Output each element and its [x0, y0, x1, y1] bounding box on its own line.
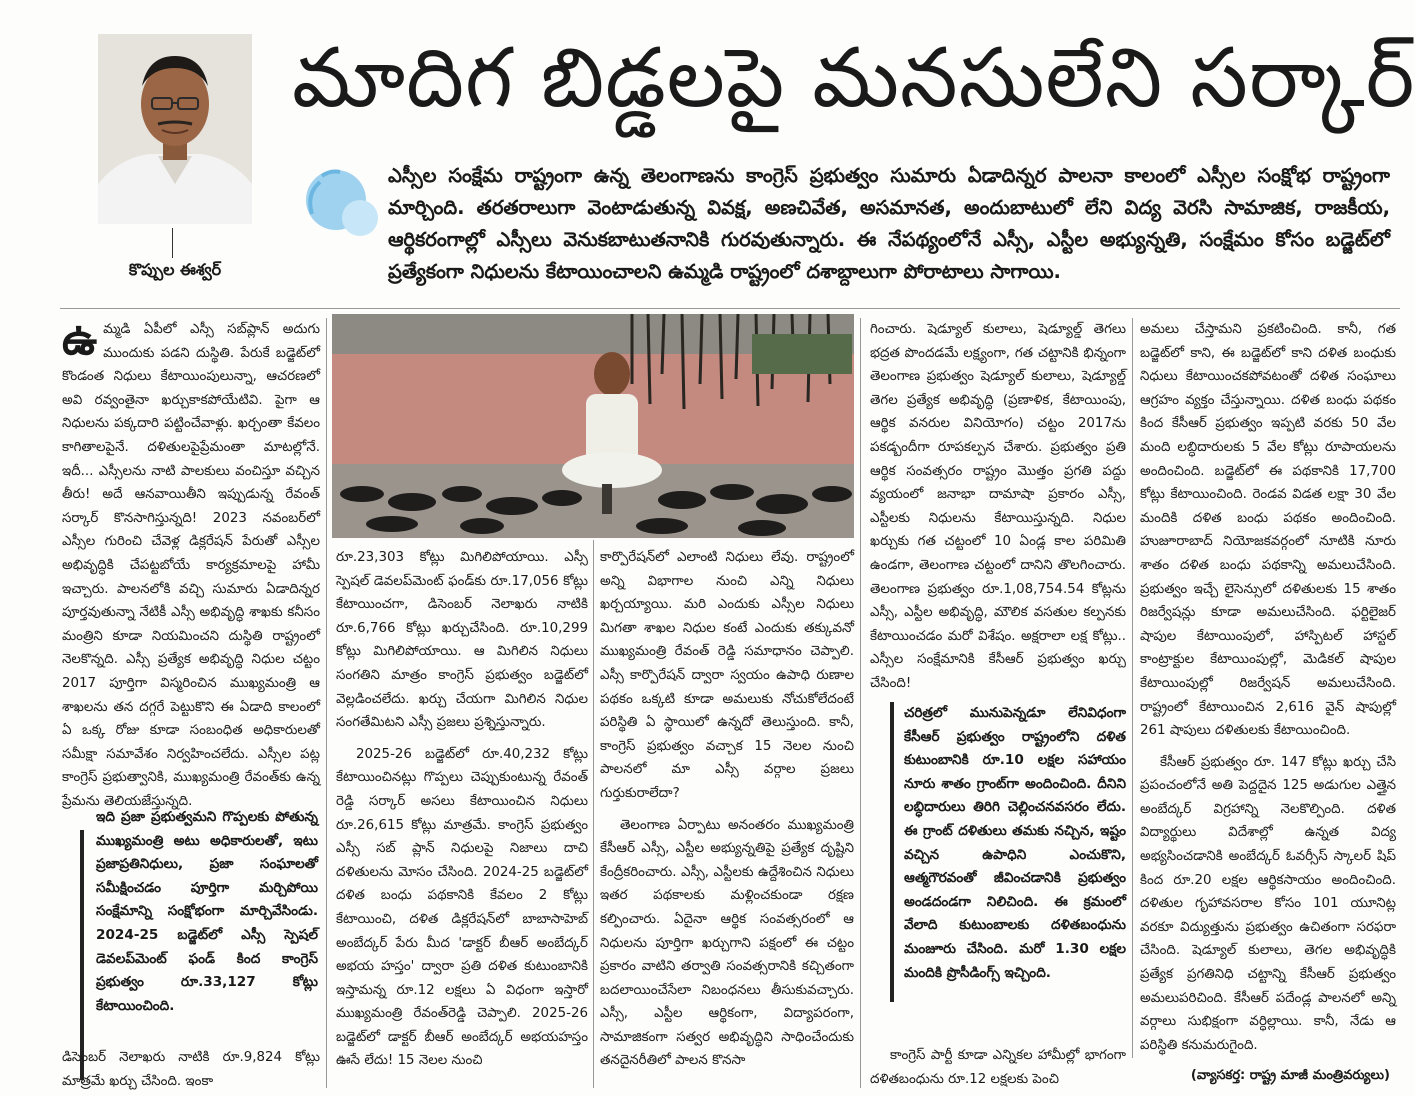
- author-portrait-image: [98, 34, 252, 224]
- author-designation: (వ్యాసకర్త: రాష్ట్ర మాజీ మంత్రివర్యులు): [1190, 1068, 1390, 1083]
- pull-quote-2: చరిత్రలో మునుపెన్నడూ లేనివిధంగా కేసీఆర్ ప్రభుత్వం రాష్ట్రంలోని దళిత కుటుంబానికి రూ.10 లక్షల సహాయం నూరు శాతం గ్రాంట్‌గా అందించింది. దీనిని లబ్ధిదారులు తిరిగి చెల్లించనవసరం లేదు. ఈ గ్రాంట్ దళితులు తమకు నచ్చిన, ఇష్టం వచ్చిన ఉపాధిని ఎంచుకొని, ఆత్మగౌరవంతో జీవించడానికి ప్రభుత్వం అండదండగా నిలిచింది. ఈ క్రమంలో వేలాది కుటుంబాలకు దళితబంధును మంజూరు చేసింది. మరో 1.30 లక్షల మందికి ప్రొసీడింగ్స్ ఇచ్చింది.: [904, 705, 1126, 981]
- pull-quote-bar: [890, 702, 894, 1002]
- column-rule: [860, 318, 861, 1088]
- column-1-continuation: [62, 1046, 320, 1092]
- column-3-body: [600, 546, 854, 1090]
- headline: మాదిగ బిడ్డలపై మనసులేని సర్కార్: [292, 31, 1415, 126]
- column-2-paragraph-2: 2025-26 బడ్జెట్‌లో రూ.40,232 కోట్లు కేటాయించినట్లు గొప్పలు చెప్పుకుంటున్న రేవంత్ రెడ్డి సర్కార్ అసలు కేటాయించిన నిధులు రూ.26,615 కోట్లు మాత్రమే. కాంగ్రెస్ ప్రభుత్వం ఎస్సీ సబ్ ప్లాన్ నిధులపై నిజాలు దాచి దళితులను మోసం చేసింది. 2024-25 బడ్జెట్‌లో దళిత బంధు పథకానికి కేవలం 2 కోట్లు కేటాయించి, దళిత డిక్లరేషన్‌లో బాబాసాహెబ్ అంబేద్కర్ పేరు మీద 'డాక్టర్ బీఆర్ అంబేద్కర్ అభయ హస్తం' ద్వారా ప్రతి దళిత కుటుంబానికి ఇస్తామన్న రూ.12 లక్షలు ఏ విధంగా ఇస్తారో ముఖ్యమంత్రి రేవంత్‌రెడ్డి చెప్పాలి. 2025-26 బడ్జెట్‌లో డాక్టర్ బీఆర్ అంబేద్కర్ అభయహస్తం ఊసే లేదు! 15 నెలల నుంచి: [336, 746, 588, 1069]
- column-3-paragraph-1: కార్పొరేషన్‌లో ఎలాంటి నిధులు లేవు. రాష్ట్రంలో అన్ని విభాగాల నుంచి ఎన్ని నిధులు ఖర్చయ్యాయి. మరి ఎందుకు ఎస్సీల నిధులు మిగతా శాఖల నిధుల కంటే ఎందుకు తక్కువనో ముఖ్యమంత్రి రేవంత్ రెడ్డి సమాధానం చెప్పాలి. ఎస్సీ కార్పొరేషన్ ద్వారా స్వయం ఉపాధి రుణాల పథకం ఒక్కటి కూడా అమలుకు నోచుకోలేదంటే పరిస్థితి ఏ స్థాయిలో ఉన్నదో తెలుస్తుంది. కానీ, కాంగ్రెస్ ప్రభుత్వం వచ్చాక 15 నెలల నుంచి పాలనలో మా ఎస్సీ వర్గాల ప్రజలు గుర్తుకురాలేదా?: [600, 550, 854, 801]
- column-rule: [1132, 318, 1133, 1058]
- top-divider: [60, 308, 1400, 309]
- column-rule: [326, 318, 327, 1088]
- column-1-body: [62, 314, 320, 809]
- column-5-paragraph-2: కేసీఆర్ ప్రభుత్వం రూ. 147 కోట్లు ఖర్చు చేసి ప్రపంచంలోనే అతి పెద్దదైన 125 అడుగుల ఎత్తైన అంబేద్కర్ విగ్రహాన్ని నెలకొల్పింది. దళిత విద్యార్థులు విదేశాల్లో ఉన్నత విద్య అభ్యసించడానికి అంబేద్కర్ ఓవర్సీస్ స్కాలర్ షిప్ కింద రూ.20 లక్షల ఆర్థికసాయం అందించింది. దళితుల గృహావసరాల కోసం 101 యూనిట్ల వరకూ విద్యుత్తును ప్రభుత్వం ఉచితంగా సరఫరా చేసింది. షెడ్యూల్ కులాలు, తెగల అభివృద్ధికి ప్రత్యేక ప్రగతినిధి చట్టాన్ని కేసీఆర్ ప్రభుత్వం అమలుపరిచింది. కేసీఆర్ పదేండ్ల పాలనలో అన్ని వర్గాలు సుభిక్షంగా వర్ధిల్లాయి. కానీ, నేడు ఆ పరిస్థితి కనుమరుగైంది.: [1140, 754, 1396, 1053]
- pull-quote-1: ఇది ప్రజా ప్రభుత్వమని గొప్పలకు పోతున్న ముఖ్యమంత్రి అటు అధికారులతో, ఇటు ప్రజాప్రతినిధులు, ప్రజా సంఘాలతో సమీక్షించడం పూర్తిగా మర్చిపోయి సంక్షేమాన్ని సంక్షోభంగా మార్చివేసిండు. 2024-25 బడ్జెట్‌లో ఎస్సీ స్పెషల్ డెవలప్‌మెంట్ ఫండ్ కింద కాంగ్రెస్ ప్రభుత్వం రూ.33,127 కోట్లు కేటాయించింది.: [96, 809, 318, 1014]
- cobbler-scene-image: [332, 314, 854, 538]
- column-5-body: [1140, 318, 1396, 1062]
- column-2-paragraph-1: రూ.23,303 కోట్లు మిగిలిపోయాయి. ఎస్సీ స్పెషల్ డెవలప్‌మెంట్ ఫండ్‌కు రూ.17,056 కోట్లు కేటాయించగా, డిసెంబర్ నెలాఖరు నాటికి రూ.6,766 కోట్లు ఖర్చుచేసింది. రూ.10,299 కోట్లు మిగిలిపోయాయి. ఆ మిగిలిన నిధులు సంగతిని మాత్రం కాంగ్రెస్ ప్రభుత్వం బడ్జెట్‌లో వెల్లడించలేదు. ఖర్చు చేయగా మిగిలిన నిధుల సంగతేమిటని ఎస్సీ ప్రజలు ప్రశ్నిస్తున్నారు.: [336, 550, 588, 731]
- column-1-paragraph-2: డిసెంబర్ నెలాఖరు నాటికి రూ.9,824 కోట్లు మాత్రమే ఖర్చు చేసింది. ఇంకా: [62, 1050, 320, 1089]
- column-4-body: [870, 318, 1126, 698]
- column-3-paragraph-2: తెలంగాణ ఏర్పాటు అనంతరం ముఖ్యమంత్రి కేసీఆర్ ఎస్సీ, ఎస్టీల అభ్యున్నతిపై ప్రత్యేక దృష్టిని కేంద్రీకరించారు. ఎస్సీ, ఎస్టీలకు ఉద్దేశించిన నిధులు ఇతర పథకాలకు మళ్లించకుండా రక్షణ కల్పించారు. ఏదైనా ఆర్థిక సంవత్సరంలో ఆ నిధులను పూర్తిగా ఖర్చుగాని పక్షంలో ఈ చట్టం ప్రకారం వాటిని తర్వాతి సంవత్సరానికి కచ్చితంగా బదలాయించేసేలా నిబంధనలు తీసుకువచ్చారు. ఎస్సీ, ఎస్టీల ఆర్థికంగా, విద్యాపరంగా, సామాజికంగా సత్వర అభివృద్ధిని సాధించేందుకు తనదైనరీతిలో పాలన కొనసా: [600, 817, 854, 1069]
- pull-quote-bar: [80, 830, 84, 1080]
- column-4-paragraph-2: కాంగ్రెస్ పార్టీ కూడా ఎన్నికల హామీల్లో భాగంగా దళితబంధును రూ.12 లక్షలకు పెంచి: [870, 1048, 1126, 1087]
- drop-cap: ఉ: [62, 314, 98, 365]
- author-name: కొప్పుల ఈశ్వర్: [128, 260, 222, 279]
- column-4-paragraph-1: గించారు. షెడ్యూల్ కులాలు, షెడ్యూల్డ్ తెగలు భద్రత పొందడమే లక్ష్యంగా, గత చట్టానికి భిన్నంగా తెలంగాణ ప్రభుత్వం షెడ్యూల్ కులాలు, షెడ్యూల్డ్ తెగల ప్రత్యేక అభివృద్ధి (ప్రణాళిక, కేటాయింపు, ఆర్థిక వనరుల వినియోగం) చట్టం 2017ను పకడ్బందీగా రూపకల్పన చేశారు. ప్రభుత్వం ప్రతి ఆర్థిక సంవత్సరం రాష్ట్రం మొత్తం ప్రగతి పద్దు వ్యయంలో జనాభా దామాషా ప్రకారం ఎస్సీ, ఎస్టీలకు నిధులను కేటాయిస్తున్నది. నిధుల ఖర్చుకు గత చట్టంలో 10 ఏండ్ల కాల పరిమితి ఉండగా, తెలంగాణ చట్టంలో దానిని తొలగించారు. తెలంగాణ ప్రభుత్వం రూ.1,08,754.54 కోట్లను ఎస్సీ, ఎస్టీల అభివృద్ధి, మౌలిక వసతుల కల్పనకు కేటాయించడం మరో విశేషం. అక్షరాలా లక్ష కోట్లు.. ఎస్సీల సంక్షేమానికి కేసీఆర్ ప్రభుత్వం ఖర్చు చేసింది!: [870, 322, 1126, 691]
- column-1-paragraph-1: మ్మడి ఏపీలో ఎస్సీ సబ్‌ప్లాన్ అదుగు ముందుకు పడని దుస్థితి. పేరుకే బడ్జెట్‌లో కొండంత నిధులు కేటాయింపులున్నా, ఆచరణలో అవి రవ్వంతైనా ఖర్చుకాకపోయేటివి. పైగా ఆ నిధులను పక్కదారి పట్టించేవాళ్లు. ఖర్చంతా కేవలం కాగితాలపైనే. దళితులపైప్రేమంతా మాటల్లోనే. ఇదీ... ఎస్సీలను నాటి పాలకులు వంచిస్తూ వచ్చిన తీరు! అదే ఆనవాయితీని ఇప్పుడున్న రేవంత్ సర్కార్ కొనసాగిస్తున్నది! 2023 నవంబర్‌లో ఎస్సీల గురించి చేవెళ్ల డిక్లరేషన్ పేరుతో ఎస్సీల అభివృద్ధికి చేపట్టబోయే కార్యక్రమాలపై హామీ ఇచ్చారు. పాలనలోకి వచ్చి సుమారు ఏడాదిన్నర పూర్తవుతున్నా నేటికీ ఎస్సీ అభివృద్ధి శాఖకు కనీసం మంత్రిని కూడా నియమించని దుస్థితి రాష్ట్రంలో నెలకొన్నది. ఎస్సీ ప్రత్యేక అభివృద్ధి నిధుల చట్టం 2017 పూర్తిగా విస్మరించిన ముఖ్యమంత్రి ఆ శాఖలను తన దగ్గరే పెట్టుకొని ఈ ఏడాది కాలంలో ఏ ఒక్క రోజు కూడా సంబంధిత అధికారులతో సమీక్షా సమావేశం నిర్వహించలేదు. ఎస్సీల పట్ల కాంగ్రెస్ ప్రభుత్వానికి, ముఖ్యమంత్రి రేవంత్‌కు ఉన్న ప్రేమను తెలియజేస్తున్నది.: [62, 322, 320, 809]
- cobbler-photo: [332, 314, 854, 538]
- column-rule: [593, 540, 594, 1088]
- lead-paragraph: ఎస్సీల సంక్షేమ రాష్ట్రంగా ఉన్న తెలంగాణను కాంగ్రెస్ ప్రభుత్వం సుమారు ఏడాదిన్నర పాలనా కాలంలో ఎస్సీల సంక్షోభ రాష్ట్రంగా మార్చింది. తరతరాలుగా వెంటాడుతున్న వివక్ష, అణచివేత, అసమానత, అందుబాటులో లేని విద్య వెరసి సామాజిక, రాజకీయ, ఆర్థికరంగాల్లో ఎస్సీలు వెనుకబాటుతనానికి గురవుతున్నారు. ఈ నేపథ్యంలోనే ఎస్సీ, ఎస్టీల అభ్యున్నతి, సంక్షేమం కోసం బడ్జెట్‌లో ప్రత్యేకంగా నిధులను కేటాయించాలని ఉమ్మడి రాష్ట్రంలో దశాబ్దాలుగా పోరాటాలు సాగాయి.: [388, 164, 1390, 283]
- column-2-body: [336, 546, 588, 1090]
- author-photo: [98, 34, 252, 224]
- bubbles-icon: [300, 160, 390, 240]
- author-connector-line: [172, 228, 173, 258]
- column-4-continuation: [870, 1044, 1126, 1092]
- column-5-paragraph-1: అమలు చేస్తామని ప్రకటించింది. కానీ, గత బడ్జెట్‌లో కాని, ఈ బడ్జెట్‌లో కాని దళిత బంధుకు నిధులు కేటాయించకపోవటంతో దళిత సంఘాలు ఆగ్రహం వ్యక్తం చేస్తున్నాయి. దళిత బంధు పథకం కింద కేసీఆర్ ప్రభుత్వం ఇప్పటి వరకు 50 వేల మంది లబ్ధిదారులకు 5 వేల కోట్లు రూపాయలను అందించింది. బడ్జెట్‌లో ఈ పథకానికి 17,700 కోట్లు కేటాయించింది. రెండవ విడత లక్షా 30 వేల మందికి దళిత బంధు పథకం అందించింది. హుజూరాబాద్ నియోజకవర్గంలో నూటికి నూరు శాతం దళిత బంధు పథకాన్ని అమలుచేసింది. ప్రభుత్వం ఇచ్చే లైసెన్సులో దళితులకు 15 శాతం రిజర్వేషన్లు కూడా అమలుచేసింది. ఫర్టిలైజర్ షాపుల కేటాయింపులో, హాస్పిటల్ హాస్టల్ కాంట్రాక్టుల కేటాయింపుల్లో, మెడికల్ షాపుల కేటాయింపుల్లో రిజర్వేషన్ అమలుచేసింది. రాష్ట్రంలో కేటాయించిన 2,616 వైన్ షాపుల్లో 261 షాపులు దళితులకు కేటాయించింది.: [1140, 322, 1396, 739]
